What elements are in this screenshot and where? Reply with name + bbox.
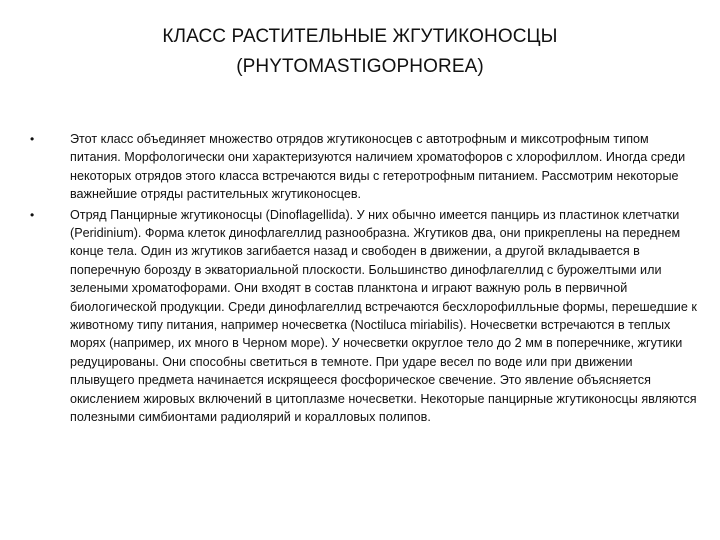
- bullet-list: [30, 130, 698, 429]
- slide-title: [60, 22, 660, 82]
- bullet-item-class-description: [30, 130, 698, 204]
- bullet-marker: •: [30, 132, 35, 146]
- bullet-marker: •: [30, 207, 35, 222]
- title-line-1: КЛАСС РАСТИТЕЛЬНЫЕ ЖГУТИКОНОСЦЫ: [162, 26, 558, 47]
- bullet-text: Отряд Панцирные жгутиконосцы (Dinoflagellida). У них обычно имеется панцирь из пластинок клетчатки (Peridinium). Форма клеток динофлагеллид разнообразна. Жгутиков два, они прикреплены на переднем конце тела. Один из жгутиков загибается назад и свободен в движении, а другой вкладывается в поперечную борозду в экваториальной плоскости. Большинство динофлагеллид с бурожелтыми или зелеными хроматофорами. Они входят в состав планктона и играют важную роль в первичной биологической продукции. Среди динофлагеллид встречаются бесхлорофилльные формы, перешедшие к животному типу питания, например ночесветка (Noctiluca miriabilis). Ночесветки встречаются в теплых морях (например, их много в Черном море). У ночесветки округлое тело до 2 мм в поперечнике, жгутики редуцированы. Они способны светиться в темноте. При ударе весел по воде или при движении плывущего предмета начинается искрящееся фосфорическое свечение. Это явление объясняется окислением жировых включений в цитоплазме ночесветки. Некоторые панцирные жгутиконосцы являются полезными симбионтами радиолярий и коралловых полипов.: [70, 207, 697, 425]
- title-line-2: (PHYTOMASTIGOPHOREA): [236, 56, 484, 77]
- bullet-item-dinoflagellida: [30, 206, 698, 427]
- bullet-text: Этот класс объединяет множество отрядов жгутиконосцев с автотрофным и миксотрофным типом питания. Морфологически они характеризуются наличием хроматофоров с хлорофиллом. Иногда среди некоторых отрядов этого класса встречаются виды с гетеротрофным питанием. Рассмотрим некоторые важнейшие отряды растительных жгутиконосцев.: [70, 132, 686, 202]
